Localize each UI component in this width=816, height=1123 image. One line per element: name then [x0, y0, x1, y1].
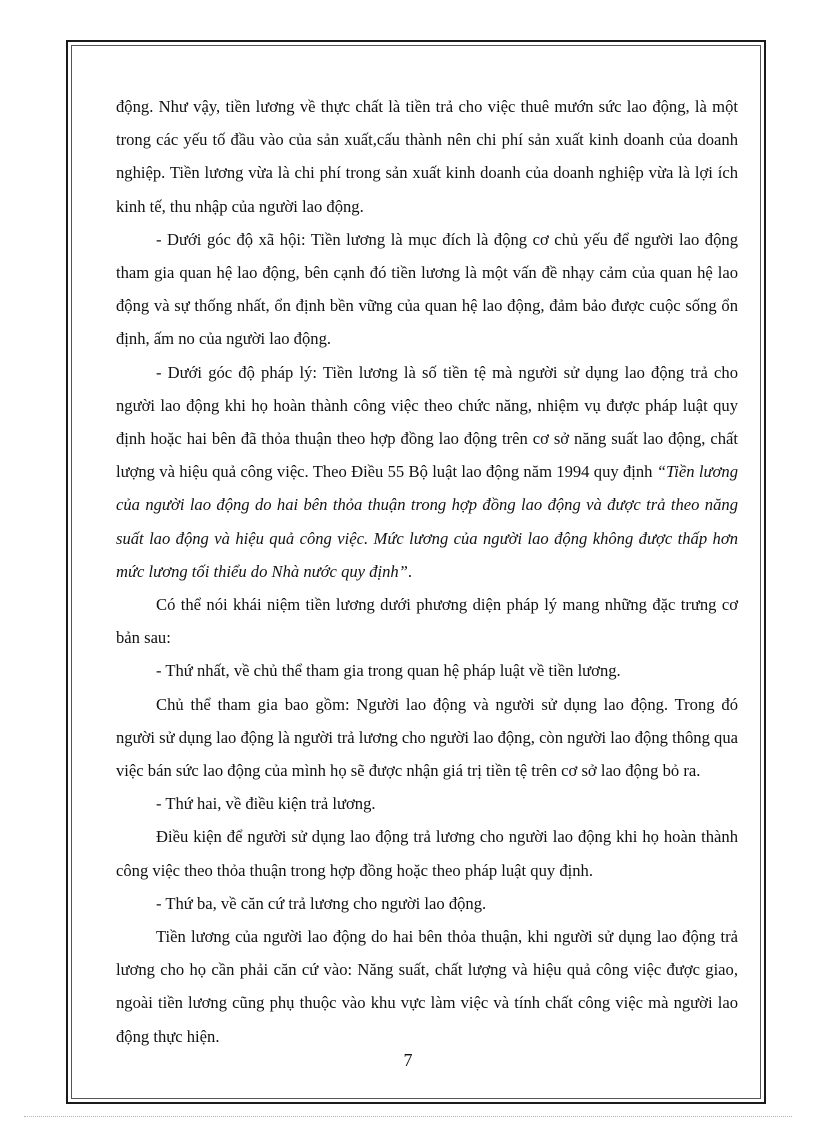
- paragraph-conditions: Điều kiện để người sử dụng lao động trả lương cho người lao động khi họ hoàn thành công việc theo thỏa thuận trong hợp đồng hoặc theo pháp luật quy định.: [116, 827, 738, 880]
- paragraph-payment-basis: Tiền lương của người lao động do hai bên thỏa thuận, khi người sử dụng lao động trả lương cho họ cần phải căn cứ vào: Năng suất, chất lượng và hiệu quả công việc được giao, ngoài tiền lương cũng phụ thuộc vào khu vực làm việc và tính chất công việc mà người lao động thực hiện.: [116, 927, 738, 1046]
- paragraph-subjects: Chủ thể tham gia bao gồm: Người lao động và người sử dụng lao động. Trong đó người sử dụng lao động là người trả lương cho người lao động, còn người lao động thông qua việc bán sức lao động của mình họ sẽ được nhận giá trị tiền tệ trên cơ sở lao động bỏ ra.: [116, 694, 738, 781]
- body-text: [116, 90, 738, 1053]
- paragraph-social-perspective: - Dưới góc độ xã hội: Tiền lương là mục đích là động cơ chủ yếu để người lao động tham gia quan hệ lao động, bên cạnh đó tiền lương là một vấn đề nhạy cảm của quan hệ lao động và sự thống nhất, ổn định bền vững của quan hệ lao động, đảm bảo được cuộc sống ổn định, ấm no của người lao động.: [116, 229, 738, 349]
- legal-perspective-tail: .: [407, 561, 413, 581]
- legal-perspective-text: - Dưới góc độ pháp lý: Tiền lương là số tiền tệ mà người sử dụng lao động trả cho người lao động khi họ hoàn thành công việc theo chức năng, nhiệm vụ được pháp luật quy định hoặc hai bên đã thỏa thuận theo hợp đồng lao động trên cơ sở năng suất lao động, chất lượng và hiệu quả công việc. Theo Điều 55 Bộ luật lao động năm 1994 quy định: [116, 362, 738, 482]
- paragraph-third-point: - Thứ ba, về căn cứ trả lương cho người lao động.: [156, 893, 487, 913]
- paragraph-characteristics-intro: Có thể nói khái niệm tiền lương dưới phương diện pháp lý mang những đặc trưng cơ bản sau:: [116, 595, 738, 648]
- labor-code-quote: “Tiền lương của người lao động do hai bên thỏa thuận trong hợp đồng lao động và được trả theo năng suất lao động và hiệu quả công việc. Mức lương của người lao động không được thấp hơn mức lương tối thiểu do Nhà nước quy định”: [116, 462, 738, 581]
- paragraph-continuation: động. Như vậy, tiền lương về thực chất là tiền trả cho việc thuê mướn sức lao động, là một trong các yếu tố đầu vào của sản xuất,cấu thành nên chi phí sản xuất kinh doanh của doanh nghiệp. Tiền lương vừa là chi phí trong sản xuất kinh doanh của doanh nghiệp vừa là lợi ích kinh tế, thu nhập của người lao động.: [116, 97, 738, 216]
- page-number: 7: [403, 1050, 413, 1070]
- paragraph-first-point: - Thứ nhất, về chủ thể tham gia trong quan hệ pháp luật về tiền lương.: [156, 661, 621, 681]
- paragraph-second-point: - Thứ hai, về điều kiện trả lương.: [156, 794, 376, 814]
- bottom-dotted-rule: [24, 1116, 792, 1117]
- paragraph-legal-perspective: [116, 356, 738, 588]
